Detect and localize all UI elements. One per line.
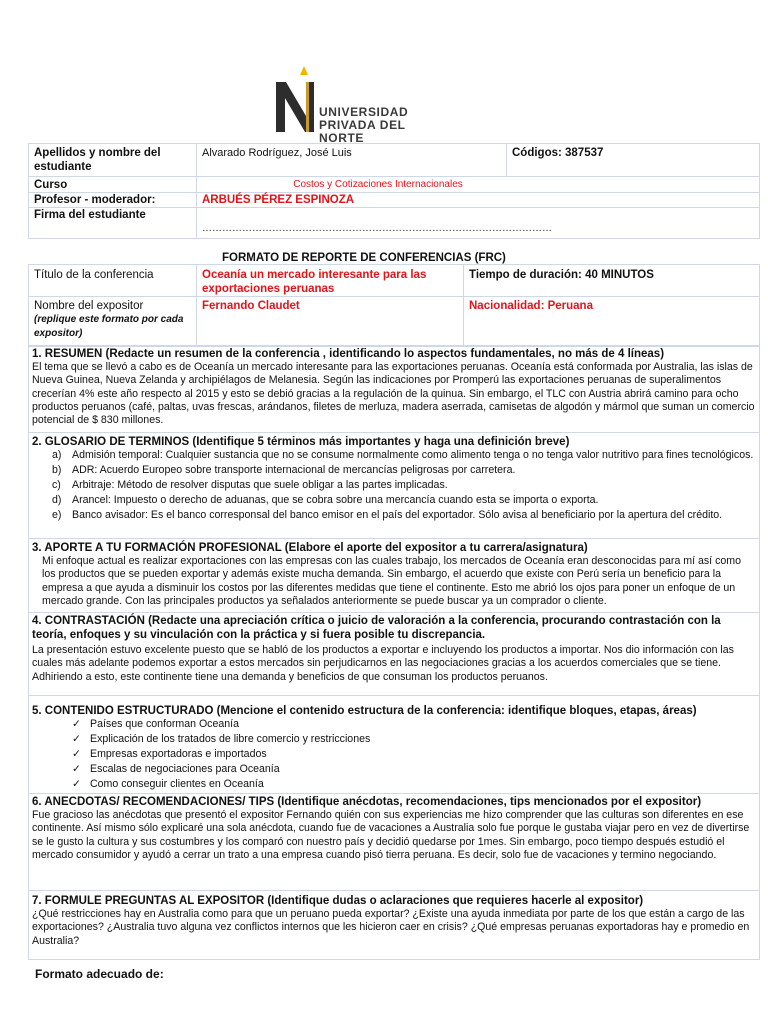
content-item: ✓ Como conseguir clientes en Oceanía — [72, 778, 264, 790]
section-contrastacion-title: 4. CONTRASTACIÓN (Redacte una apreciación crítica o juicio de valoración a la conferencia, procurando contrastación con la teoría, enfoques y su vinculación con la práctica y si fuera posible tu discrepancia. — [32, 615, 721, 641]
section-glosario — [32, 435, 756, 522]
section-contenido — [32, 704, 756, 791]
nationality: Nacionalidad: Peruana — [469, 300, 593, 312]
section-contrastacion-body: La presentación estuvo excelente puesto que se habló de los productos a exportar e incluyendo los productos a importar. Nos dio información con las cuales más adelante podemos exportar a estos mercados sin perjudicarnos en las negociaciones gracias a los acuerdos comerciales que se tiene. Adhiriendo a esto, este continente tiene una demanda y beneficios de que consuman los productos peruanos. — [32, 644, 734, 683]
section-resumen-title: 1. RESUMEN (Redacte un resumen de la conferencia , identificando lo aspectos fundamentales, no más de 4 líneas) — [32, 348, 665, 360]
professor-label: Profesor - moderador: — [34, 194, 156, 206]
university-logo — [272, 66, 432, 145]
section-contrastacion — [32, 614, 756, 684]
glossary-item: e) Banco avisador: Es el banco corresponsal del banco emisor en el país del exportador. Sólo avisa al beneficiario por la apertura del crédito. — [52, 509, 723, 521]
signature-label: Firma del estudiante — [34, 209, 146, 221]
section-resumen-body: El tema que se llevó a cabo es de Oceanía un mercado interesante para las exportaciones peruanas. Oceanía está conformada por Australia, las islas de Nueva Guinea, Nueva Zelanda y archipiélagos de Melanesia. Según las indicaciones por Promperú las exportaciones peruanas de superalimentos crecerían 4% este año respecto al 2015 y esto se debió gracias a la regulación de la quinua. Sin embargo, el TLC con Austria abrirá camino para ocho productos peruanos (café, paltas, uvas frescas, arándanos, filetes de merluza, madera aserrada, camisetas de algodón y mármol que suman un comercio potencial de $ 830 millones. — [32, 361, 755, 427]
section-contenido-title: 5. CONTENIDO ESTRUCTURADO (Mencione el contenido estructura de la conferencia: identifique bloques, etapas, áreas) — [32, 705, 697, 717]
logo-line-1: UNIVERSIDAD — [319, 105, 409, 119]
section-resumen — [32, 347, 756, 427]
section-anecdotas-body: Fue gracioso las anécdotas que presentó el expositor Fernando quién con sus experiencias me hizo comprender que las culturas son diferentes en ese continente. Así mismo sólo explicaré una sola anécdota, cuando fue de vacaciones a Australia solo fue porque le gustaba viajar pero en vez de divertirse se le gusto la cultura y sus costumbres y los comparó con nuestro país y decidió quedarse por 1mes. Sin embargo, poco tiempo después estudió el mercado consumidor y ayudó a cerrar un trato a una empresa cuando pisó tierra peruana. Es decir, solo fue de vacaciones y termino negociando. — [32, 809, 750, 861]
section-glosario-title: 2. GLOSARIO DE TERMINOS (Identifique 5 términos más importantes y haga una definición breve) — [32, 436, 570, 448]
glossary-item: d) Arancel: Impuesto o derecho de aduanas, que se cobra sobre una mercancía cuando esta se importa o exporta. — [52, 494, 599, 506]
conference-title-label: Título de la conferencia — [34, 269, 154, 281]
unpn-emblem-icon — [272, 66, 320, 136]
section-anecdotas-title: 6. ANECDOTAS/ RECOMENDACIONES/ TIPS (Identifique anécdotas, recomendaciones, tips mencionados por el expositor) — [32, 796, 702, 808]
speaker-name: Fernando Claudet — [202, 300, 300, 312]
speaker-note: (replique este formato por cada expositor) — [34, 314, 184, 339]
student-name: Alvarado Rodríguez, José Luis — [202, 147, 352, 159]
glossary-item: c) Arbitraje: Método de resolver disputas que suele obligar a las partes implicadas. — [52, 479, 448, 491]
section-aporte-title: 3. APORTE A TU FORMACIÓN PROFESIONAL (Elabore el aporte del expositor a tu carrera/asignatura) — [32, 542, 588, 554]
speaker-label: Nombre del expositor — [34, 300, 144, 312]
footer-note: Formato adecuado de: — [35, 967, 164, 981]
student-codes: Códigos: 387537 — [512, 147, 604, 159]
section-preguntas-body: ¿Qué restricciones hay en Australia como para que un peruano pueda exportar? ¿Existe una ayuda inmediata por parte de los que están a cargo de las exportaciones? ¿Australia tuvo alguna vez conflictos internos que les hicieron caer en crisis? ¿Qué empresas peruanas exportadoras hay e promedio en Australia? — [32, 908, 750, 947]
content-item: ✓ Explicación de los tratados de libre comercio y restricciones — [72, 733, 371, 745]
section-preguntas — [32, 894, 756, 948]
content-item: ✓ Empresas exportadoras e importados — [72, 748, 267, 760]
course-value: Costos y Cotizaciones Internacionales — [293, 179, 463, 190]
course-label: Curso — [34, 179, 68, 191]
glossary-item: a) Admisión temporal: Cualquier sustancia que no se consume normalmente como alimento tenga o no tenga valor nutritivo para fines tecnológicos. — [52, 449, 754, 461]
signature-line: …………………………………………………………………………………………… — [202, 223, 552, 234]
duration: Tiempo de duración: 40 MINUTOS — [469, 269, 654, 281]
logo-line-2: PRIVADA DEL NORTE — [319, 118, 406, 145]
content-item: ✓ Países que conforman Oceanía — [72, 718, 239, 730]
glossary-item: b) ADR: Acuerdo Europeo sobre transporte internacional de mercancías peligrosas por carretera. — [52, 464, 516, 476]
section-aporte-body: Mi enfoque actual es realizar exportaciones con las empresas con las cuales trabajo, los mercados de Oceanía eran desconocidas para mí así como los productos que se pueden exportar y además existe mucha demanda. Sin embargo, el acuerdo que existe con Perú sería un beneficio para la empresa a que ayuda a disminuir los costos por las diferentes medidas que tiene el continente. Esto me abrió los ojos para poner un enfoque de un mercado grande. Con las principales productos ya señalados anteriormente se puede buscar ya un comprador o cliente. — [42, 555, 741, 607]
section-anecdotas — [32, 795, 756, 862]
student-label: Apellidos y nombre del estudiante — [34, 147, 161, 173]
content-item: ✓ Escalas de negociaciones para Oceanía — [72, 763, 280, 775]
conference-title-value: Oceanía un mercado interesante para las exportaciones peruanas — [202, 269, 427, 295]
professor-value: ARBUÉS PÉREZ ESPINOZA — [202, 194, 355, 206]
section-preguntas-title: 7. FORMULE PREGUNTAS AL EXPOSITOR (Identifique dudas o aclaraciones que requieres hacerle al expositor) — [32, 895, 644, 907]
form-title: FORMATO DE REPORTE DE CONFERENCIAS (FRC) — [222, 252, 506, 264]
section-aporte — [32, 541, 756, 608]
